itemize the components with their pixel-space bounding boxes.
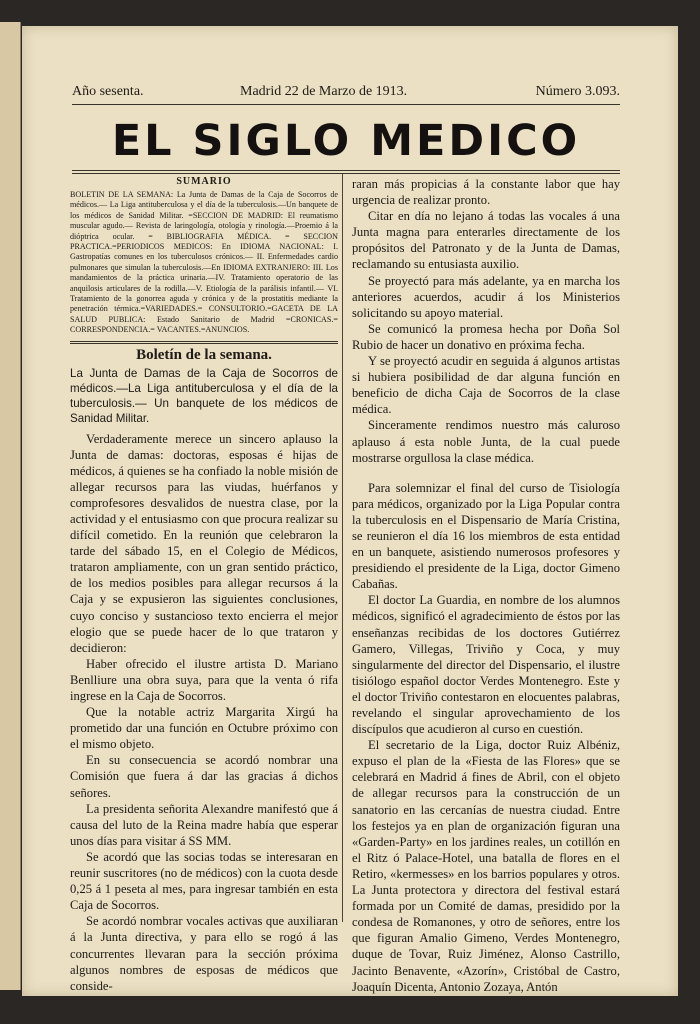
paragraph: Se acordó nombrar vocales activas que auxiliaran á la Junta directiva, y para ello se rogó á las concurrentes llevaran para la sección próxima algunos nombres de esposas de médicos que conside- [70, 914, 338, 993]
paragraph: Para solemnizar el final del curso de Tisiología para médicos, organizado por la Liga Popular contra la tuberculosis en el Dispensario de María Cristina, se reunieron el día 16 los miembros de esta entidad en un banquete, asistiendo numerosos profesores y presidiendo el presidente de la Liga, doctor Gimeno Cabañas. [352, 480, 620, 592]
paragraph: El secretario de la Liga, doctor Ruiz Albéniz, expuso el plan de la «Fiesta de las Flores» que se celebrará en Madrid á fines de Abril, con el objeto de allegar recursos para la construcción de un sanatorio en las cercanías de nuestra ciudad. Entre los festejos ya en plan de organización figuran una «Garden-Party» en los jardines reales, un cotillón en el Ritz ó Palace-Hotel, una batalla de flores en el Retiro, «kermesses» en los barrios populares y otros. La Junta protectora y directora del festival estará formada por un Comité de damas, presidido por la condesa de Romanones, y otro de señores, entre los que figuran Amalio Gimeno, Verdes Montenegro, duque de Tovar, Ruiz Jiménez, Alonso Castrillo, Jacinto Benavente, «Azorín», Cristóbal de Castro, Joaquín Dicenta, Antonio Zozaya, Antón [352, 738, 620, 994]
masthead-bottom-rule-2 [72, 173, 620, 174]
paragraph: El doctor La Guardia, en nombre de los alumnos médicos, significó el agradecimiento de éstos por las enseñanzas recibidas de los doctores Gutiérrez Gamero, Villegas, Triviño y Coca, y muy singularmente del director del Dispensario, el ilustre tisiólogo español doctor Verdes Montenegro. Este y el doctor Triviño contestaron en elocuentes palabras, revelando el singular aprovechamiento de los discípulos que acudieron al curso en cuestión. [352, 593, 620, 737]
date-label: Madrid 22 de Marzo de 1913. [240, 84, 408, 99]
paragraph: Y se proyectó acudir en seguida á algunos artistas si hubiera posibilidad de dar alguna función en beneficio de dicha Caja de Socorros de la clase médica. [352, 354, 620, 417]
masthead [72, 56, 620, 174]
section-rule [70, 341, 338, 342]
paragraph: Sinceramente rendimos nuestro más caluroso aplauso á esta noble Junta, de la cual puede mostrarse orgullosa la clase médica. [352, 418, 620, 465]
section-rule-2 [70, 343, 338, 344]
section-lead: La Junta de Damas de la Caja de Socorros de médicos.—La Liga antituberculosa y el día de la tuberculosis.— Un banquete de los médicos de Sanidad Militar. [70, 366, 338, 426]
column-divider [342, 174, 343, 922]
issue-number: Número 3.093. [535, 84, 620, 99]
paragraph: raran más propicias á la constante labor que hay urgencia de realizar pronto. [352, 177, 620, 208]
masthead-bottom-rule [72, 170, 620, 171]
paragraph: En su consecuencia se acordó nombrar una Comisión que fuera á dar las gracias á dichos señores. [70, 753, 338, 800]
paragraph: Haber ofrecido el ilustre artista D. Mariano Benlliure una obra suya, para que la venta ó rifa ingrese en la Caja de Socorros. [70, 656, 338, 703]
paragraph: Citar en día no lejano á todas las vocales á una Junta magna para enterarles directamente de los propósitos del Patronato y de la Junta de Damas, reclamando su entusiasta auxilio. [352, 209, 620, 272]
paragraph: Se proyectó para más adelante, ya en marcha los anteriores acuerdos, acudir á los Ministerios solicitando su apoyo material. [352, 273, 620, 320]
newspaper-page [22, 26, 678, 996]
masthead-top-rule [72, 104, 620, 105]
paragraph: Se comunicó la promesa hecha por Doña Sol Rubio de hacer un donativo en próxima fecha. [352, 321, 620, 352]
newspaper-title: EL SIGLO MEDICO [111, 116, 581, 166]
year-label: Año sesenta. [72, 84, 144, 99]
paragraph: Verdaderamente merece un sincero aplauso la Junta de damas: doctoras, esposas é hijas de médicos, á quienes se ha confiado la noble misión de allegar recursos para las viudas, huérfanos y comprofesores desvalidos de nuestra clase, por la actividad y el entusiasmo con que procura realizar su difícil cometido. En la reunión que celebraron la tarde del sábado 15, en el Colegio de Médicos, trataron ampliamente, con un gran sentido práctico, de los medios posibles para allegar recursos á la Caja y se expusieron las siguientes conclusiones, cuyo conciso y sustancioso texto encierra el mejor elogio que se puede hacer de lo que trataron y decidieron: [70, 431, 338, 655]
summary-heading: SUMARIO [176, 176, 232, 187]
paragraph: La presidenta señorita Alexandre manifestó que á causa del luto de la Reina madre había que esperar unos días para visitar á SS MM. [70, 801, 338, 848]
section-title: Boletín de la semana. [136, 346, 272, 363]
right-column [352, 176, 620, 995]
adjacent-page-edge [0, 22, 21, 990]
summary-text: BOLETIN DE LA SEMANA: La Junta de Damas de la Caja de Socorros de médicos.— La Liga antituberculosa y el día de la tuberculosis.—Un banquete de los médicos de Sanidad Militar. =SECCION DE MADRID: El reumatismo muscular agudo.— Revista de laringología, otología y rinología.—Proemio á la dióptrica ocular. = BIBLIOGRAFIA MÉDICA. = SECCION PRACTICA.=PERIODICOS MEDICOS: En IDIOMA NACIONAL: I. Gastropatías comunes en los tuberculosos crónicos.— II. Enfermedades cardio pulmonares que simulan la tuberculosis.—En IDIOMA EXTRANJERO: III. Los mandamientos de la práctica urinaria.—IV. Tratamiento operatorio de las anquilosis articulares de la rodilla.—V. Etiología de la parálisis infantil.— VI. Tratamiento de la gonorrea aguda y crónica y de la prostatitis mediante la penetración térmica.=VARIEDADES.= CONSULTORIO.=GACETA DE LA SALUD PUBLICA: Estado Sanitario de Madrid =CRONICAS.= CORRESPONDENCIA.= VACANTES.=ANUNCIOS. [70, 190, 338, 335]
paragraph-gap [352, 466, 620, 480]
paragraph: Que la notable actriz Margarita Xirgú ha prometido dar una función en Octubre próximo con el mismo objeto. [70, 705, 338, 752]
paragraph: Se acordó que las socias todas se interesaran en reunir suscritores (no de médicos) con la cuota desde 0,25 á 1 peseta al mes, para ingresar también en esta Caja de Socorros. [70, 849, 338, 913]
left-column [70, 176, 338, 994]
